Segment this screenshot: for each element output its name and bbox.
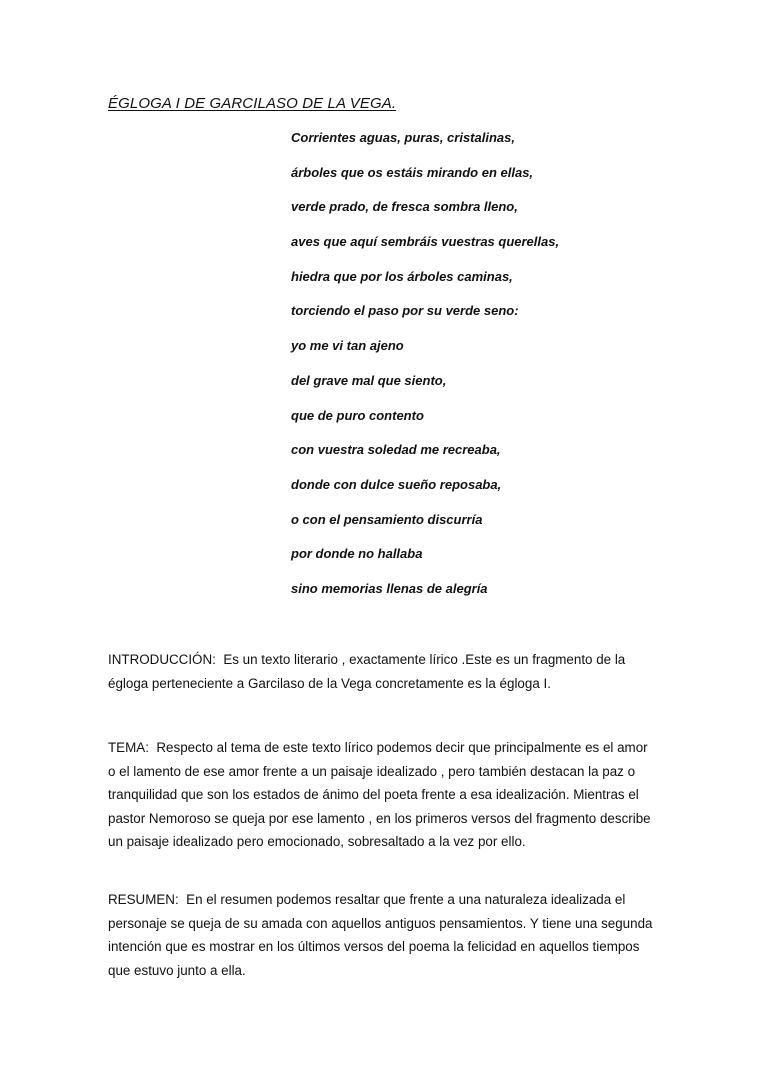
poem-verse: sino memorias llenas de alegría — [291, 580, 488, 596]
poem-verse: Corrientes aguas, puras, cristalinas, — [291, 130, 515, 145]
resumen-text: En el resumen podemos resaltar que frente a una naturaleza idealizada el personaje se queja de su amada con aquellos antiguos pensamientos. Y tiene una segunda intención que es mostrar en los últimos versos del poema la felicidad en aquellos tiempos que estuvo junto a ella. — [108, 892, 653, 978]
tema-text: Respecto al tema de este texto lírico podemos decir que principalmente es el amor o el lamento de ese amor frente a un paisaje idealizado , pero también destacan la paz o tranquilidad que son los estados de ánimo del poeta frente a esa idealización. Mientras el pastor Nemoroso se queja por ese lamento , en los primeros versos del fragmento describe un paisaje idealizado pero emocionado, sobresaltado a la vez por ello. — [108, 740, 651, 850]
poem-verse: que de puro contento — [291, 407, 424, 423]
poem-verse: aves que aquí sembráis vuestras querellas, — [291, 234, 560, 250]
poem-verse: verde prado, de fresca sombra lleno, — [291, 199, 518, 215]
poem-verse: hiedra que por los árboles caminas, — [291, 268, 513, 284]
introduccion-label: INTRODUCCIÓN: — [108, 652, 216, 667]
poem-verse: donde con dulce sueño reposaba, — [291, 476, 502, 492]
document-title: ÉGLOGA I DE GARCILASO DE LA VEGA. — [108, 95, 397, 112]
poem-verse: o con el pensamiento discurría — [291, 511, 483, 527]
tema-label: TEMA: — [108, 740, 149, 755]
poem-verses — [291, 128, 559, 614]
poem-verse: del grave mal que siento, — [291, 372, 447, 388]
poem-verse: torciendo el paso por su verde seno: — [291, 303, 519, 319]
poem-verse: yo me vi tan ajeno — [291, 338, 404, 354]
introduccion-paragraph — [108, 648, 656, 695]
poem-verse: con vuestra soledad me recreaba, — [291, 442, 501, 458]
resumen-paragraph — [108, 888, 656, 982]
resumen-label: RESUMEN: — [108, 892, 179, 907]
poem-verse: árboles que os estáis mirando en ellas, — [291, 164, 534, 180]
introduccion-text: Es un texto literario , exactamente lírico .Este es un fragmento de la égloga perteneciente a Garcilaso de la Vega concretamente es la égloga I. — [108, 652, 626, 691]
poem-verse: por donde no hallaba — [291, 546, 423, 562]
tema-paragraph — [108, 736, 656, 854]
